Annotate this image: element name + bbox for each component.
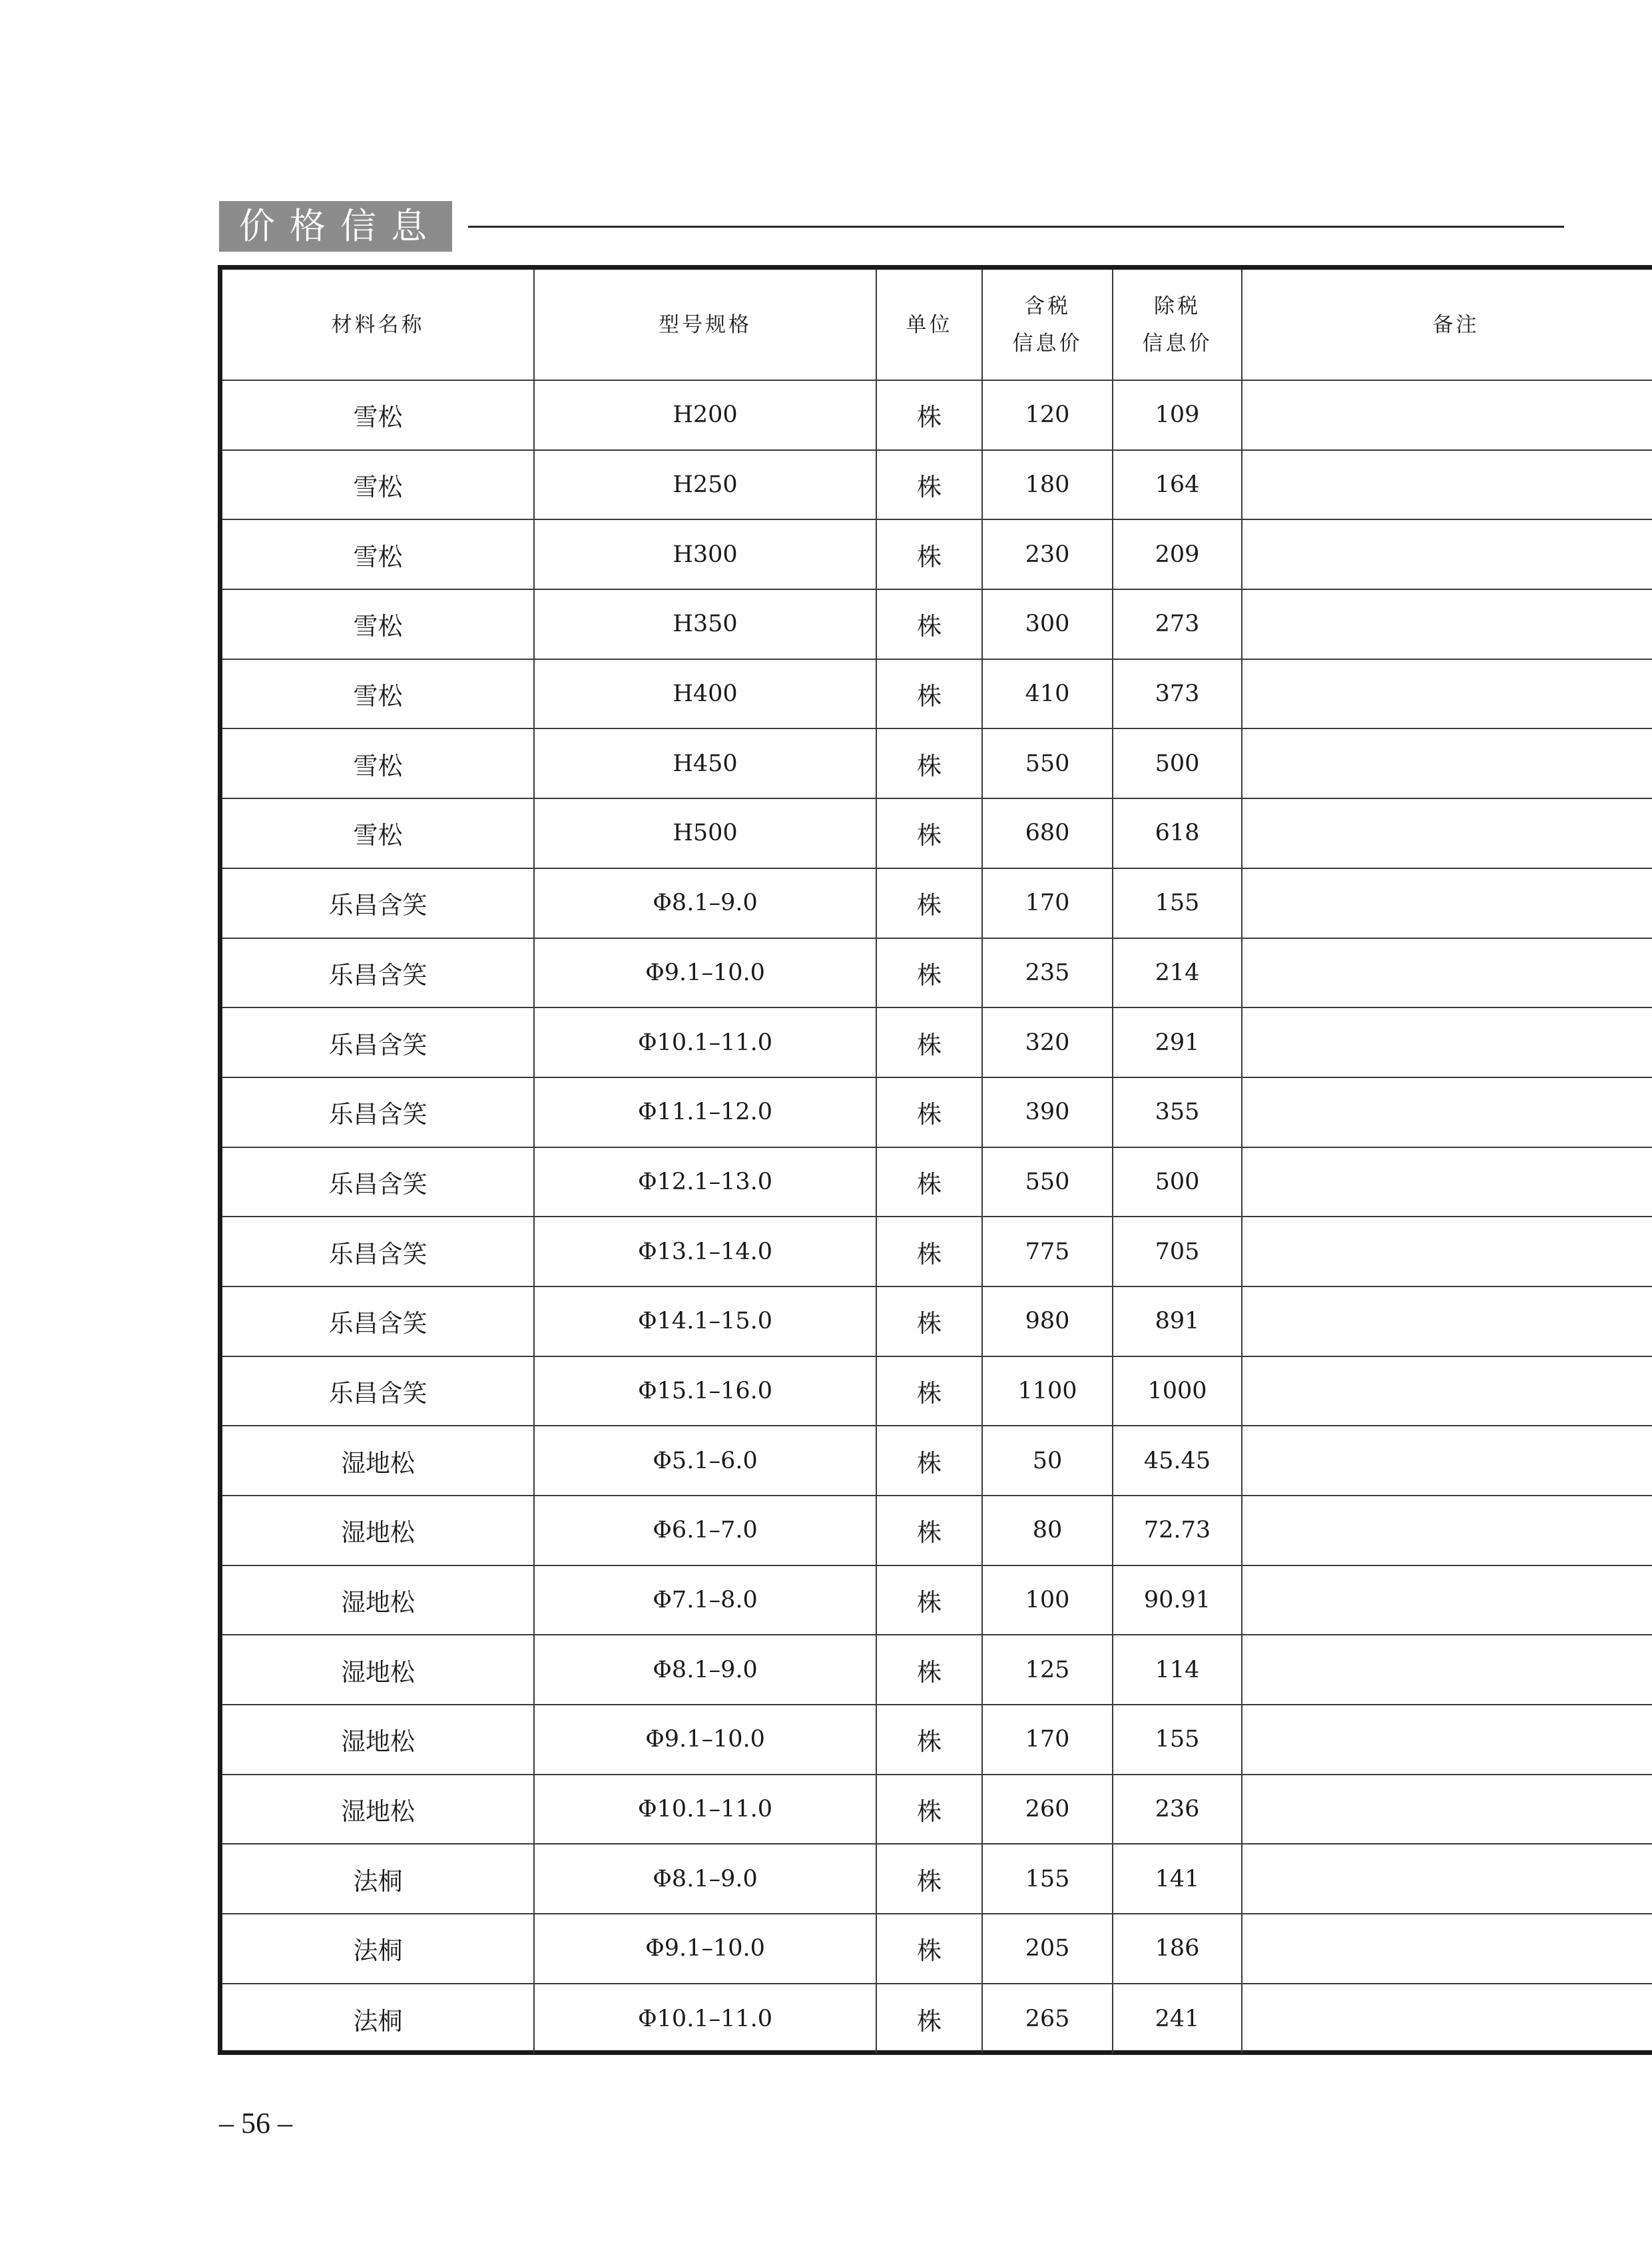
cell-tax-exclusive-price: 155	[1113, 1705, 1242, 1775]
cell-tax-inclusive-price: 235	[982, 938, 1113, 1008]
cell-note	[1242, 1844, 1652, 1914]
cell-tax-exclusive-price: 141	[1113, 1844, 1242, 1914]
table-row	[222, 1705, 1652, 1775]
cell-tax-exclusive-price: 241	[1113, 1984, 1242, 2054]
cell-note	[1242, 380, 1652, 450]
table-row	[222, 450, 1652, 520]
cell-tax-inclusive-price: 155	[982, 1844, 1113, 1914]
cell-note	[1242, 868, 1652, 938]
cell-unit: 株	[876, 1077, 982, 1147]
cell-tax-inclusive-price: 300	[982, 589, 1113, 659]
cell-material-name: 法桐	[222, 1844, 534, 1914]
cell-material-name: 乐昌含笑	[222, 1007, 534, 1077]
cell-tax-inclusive-price: 100	[982, 1565, 1113, 1635]
cell-material-name: 雪松	[222, 519, 534, 589]
cell-tax-inclusive-price: 390	[982, 1077, 1113, 1147]
cell-unit: 株	[876, 1775, 982, 1844]
header-tax-inclusive-price: 含税 信息价	[982, 270, 1113, 380]
cell-material-name: 乐昌含笑	[222, 938, 534, 1008]
cell-spec: Φ9.1–10.0	[534, 1914, 876, 1984]
cell-unit: 株	[876, 1147, 982, 1217]
cell-tax-inclusive-price: 410	[982, 659, 1113, 729]
table-row	[222, 1286, 1652, 1356]
cell-unit: 株	[876, 728, 982, 798]
cell-material-name: 湿地松	[222, 1496, 534, 1565]
cell-tax-exclusive-price: 45.45	[1113, 1426, 1242, 1496]
table-row	[222, 1775, 1652, 1844]
header-tax-exclusive-price: 除税 信息价	[1113, 270, 1242, 380]
cell-note	[1242, 1077, 1652, 1147]
cell-tax-inclusive-price: 170	[982, 1705, 1113, 1775]
cell-tax-exclusive-price: 72.73	[1113, 1496, 1242, 1565]
table-row	[222, 798, 1652, 868]
cell-material-name: 雪松	[222, 659, 534, 729]
cell-tax-inclusive-price: 680	[982, 798, 1113, 868]
cell-tax-inclusive-price: 230	[982, 519, 1113, 589]
cell-note	[1242, 1914, 1652, 1984]
cell-note	[1242, 1007, 1652, 1077]
cell-tax-inclusive-price: 125	[982, 1635, 1113, 1705]
cell-spec: H200	[534, 380, 876, 450]
table-row	[222, 1496, 1652, 1565]
cell-tax-inclusive-price: 265	[982, 1984, 1113, 2054]
cell-material-name: 湿地松	[222, 1705, 534, 1775]
cell-tax-inclusive-price: 550	[982, 728, 1113, 798]
cell-unit: 株	[876, 798, 982, 868]
table-body	[222, 380, 1652, 2054]
table-row	[222, 1844, 1652, 1914]
cell-unit: 株	[876, 1007, 982, 1077]
cell-tax-inclusive-price: 775	[982, 1217, 1113, 1286]
cell-unit: 株	[876, 1635, 982, 1705]
cell-unit: 株	[876, 1426, 982, 1496]
cell-note	[1242, 450, 1652, 520]
cell-spec: Φ9.1–10.0	[534, 938, 876, 1008]
cell-spec: Φ14.1–15.0	[534, 1286, 876, 1356]
cell-spec: Φ8.1–9.0	[534, 1635, 876, 1705]
cell-unit: 株	[876, 1705, 982, 1775]
cell-material-name: 湿地松	[222, 1635, 534, 1705]
section-title: 价格信息	[219, 201, 452, 252]
table-row	[222, 1565, 1652, 1635]
cell-tax-exclusive-price: 186	[1113, 1914, 1242, 1984]
cell-unit: 株	[876, 659, 982, 729]
cell-unit: 株	[876, 1914, 982, 1984]
cell-material-name: 雪松	[222, 450, 534, 520]
cell-spec: Φ11.1–12.0	[534, 1077, 876, 1147]
cell-spec: Φ8.1–9.0	[534, 1844, 876, 1914]
cell-tax-exclusive-price: 355	[1113, 1077, 1242, 1147]
cell-spec: Φ6.1–7.0	[534, 1496, 876, 1565]
table-row	[222, 868, 1652, 938]
cell-unit: 株	[876, 938, 982, 1008]
price-table-frame	[218, 265, 1652, 2055]
cell-tax-inclusive-price: 980	[982, 1286, 1113, 1356]
cell-material-name: 法桐	[222, 1914, 534, 1984]
table-row	[222, 1356, 1652, 1426]
cell-note	[1242, 938, 1652, 1008]
cell-note	[1242, 1775, 1652, 1844]
cell-unit: 株	[876, 1496, 982, 1565]
cell-tax-exclusive-price: 164	[1113, 450, 1242, 520]
cell-spec: Φ9.1–10.0	[534, 1705, 876, 1775]
cell-unit: 株	[876, 1286, 982, 1356]
cell-tax-inclusive-price: 205	[982, 1914, 1113, 1984]
header-unit: 单位	[876, 270, 982, 380]
cell-tax-exclusive-price: 90.91	[1113, 1565, 1242, 1635]
cell-material-name: 雪松	[222, 380, 534, 450]
cell-material-name: 雪松	[222, 589, 534, 659]
cell-note	[1242, 798, 1652, 868]
cell-note	[1242, 1984, 1652, 2054]
cell-note	[1242, 1635, 1652, 1705]
header-material-name: 材料名称	[222, 270, 534, 380]
cell-tax-exclusive-price: 891	[1113, 1286, 1242, 1356]
cell-tax-exclusive-price: 209	[1113, 519, 1242, 589]
cell-spec: Φ5.1–6.0	[534, 1426, 876, 1496]
cell-spec: H500	[534, 798, 876, 868]
cell-tax-exclusive-price: 273	[1113, 589, 1242, 659]
cell-tax-inclusive-price: 170	[982, 868, 1113, 938]
cell-material-name: 雪松	[222, 798, 534, 868]
table-row	[222, 380, 1652, 450]
cell-unit: 株	[876, 1844, 982, 1914]
cell-tax-inclusive-price: 180	[982, 450, 1113, 520]
cell-spec: Φ10.1–11.0	[534, 1775, 876, 1844]
cell-tax-exclusive-price: 114	[1113, 1635, 1242, 1705]
cell-tax-exclusive-price: 236	[1113, 1775, 1242, 1844]
table-row	[222, 1984, 1652, 2054]
cell-note	[1242, 1356, 1652, 1426]
cell-spec: H450	[534, 728, 876, 798]
cell-note	[1242, 1286, 1652, 1356]
cell-tax-exclusive-price: 618	[1113, 798, 1242, 868]
table-row	[222, 1147, 1652, 1217]
cell-note	[1242, 728, 1652, 798]
cell-note	[1242, 589, 1652, 659]
cell-tax-inclusive-price: 80	[982, 1496, 1113, 1565]
cell-material-name: 乐昌含笑	[222, 1286, 534, 1356]
cell-spec: Φ7.1–8.0	[534, 1565, 876, 1635]
header-rule	[468, 226, 1564, 228]
table-header-row	[222, 270, 1652, 380]
cell-unit: 株	[876, 380, 982, 450]
cell-unit: 株	[876, 1565, 982, 1635]
cell-spec: Φ10.1–11.0	[534, 1984, 876, 2054]
cell-tax-exclusive-price: 705	[1113, 1217, 1242, 1286]
page-number: – 56 –	[219, 2107, 292, 2139]
cell-unit: 株	[876, 1217, 982, 1286]
cell-spec: Φ8.1–9.0	[534, 868, 876, 938]
cell-unit: 株	[876, 1984, 982, 2054]
table-row	[222, 1007, 1652, 1077]
cell-material-name: 雪松	[222, 728, 534, 798]
cell-spec: H350	[534, 589, 876, 659]
cell-material-name: 乐昌含笑	[222, 1147, 534, 1217]
table-row	[222, 659, 1652, 729]
cell-tax-exclusive-price: 109	[1113, 380, 1242, 450]
cell-note	[1242, 1147, 1652, 1217]
cell-tax-inclusive-price: 320	[982, 1007, 1113, 1077]
cell-tax-exclusive-price: 373	[1113, 659, 1242, 729]
cell-unit: 株	[876, 450, 982, 520]
header-note: 备注	[1242, 270, 1652, 380]
cell-material-name: 乐昌含笑	[222, 1077, 534, 1147]
table-row	[222, 728, 1652, 798]
cell-tax-exclusive-price: 500	[1113, 728, 1242, 798]
table-row	[222, 1635, 1652, 1705]
table-row	[222, 1914, 1652, 1984]
cell-note	[1242, 1705, 1652, 1775]
cell-note	[1242, 519, 1652, 589]
cell-spec: Φ13.1–14.0	[534, 1217, 876, 1286]
cell-unit: 株	[876, 519, 982, 589]
price-table	[222, 270, 1652, 2054]
table-row	[222, 1426, 1652, 1496]
cell-tax-exclusive-price: 500	[1113, 1147, 1242, 1217]
table-row	[222, 938, 1652, 1008]
cell-spec: H400	[534, 659, 876, 729]
cell-material-name: 湿地松	[222, 1775, 534, 1844]
cell-note	[1242, 1426, 1652, 1496]
cell-unit: 株	[876, 868, 982, 938]
cell-tax-inclusive-price: 260	[982, 1775, 1113, 1844]
cell-spec: H300	[534, 519, 876, 589]
table-row	[222, 589, 1652, 659]
cell-unit: 株	[876, 589, 982, 659]
cell-tax-exclusive-price: 291	[1113, 1007, 1242, 1077]
cell-tax-exclusive-price: 214	[1113, 938, 1242, 1008]
cell-spec: Φ15.1–16.0	[534, 1356, 876, 1426]
section-header	[219, 201, 1564, 252]
cell-material-name: 湿地松	[222, 1565, 534, 1635]
cell-material-name: 湿地松	[222, 1426, 534, 1496]
cell-note	[1242, 659, 1652, 729]
table-row	[222, 1077, 1652, 1147]
header-spec: 型号规格	[534, 270, 876, 380]
cell-note	[1242, 1565, 1652, 1635]
cell-material-name: 乐昌含笑	[222, 1356, 534, 1426]
cell-material-name: 法桐	[222, 1984, 534, 2054]
cell-tax-inclusive-price: 120	[982, 380, 1113, 450]
cell-tax-inclusive-price: 1100	[982, 1356, 1113, 1426]
cell-spec: H250	[534, 450, 876, 520]
cell-material-name: 乐昌含笑	[222, 868, 534, 938]
table-row	[222, 519, 1652, 589]
cell-spec: Φ12.1–13.0	[534, 1147, 876, 1217]
cell-tax-exclusive-price: 1000	[1113, 1356, 1242, 1426]
cell-tax-inclusive-price: 550	[982, 1147, 1113, 1217]
cell-spec: Φ10.1–11.0	[534, 1007, 876, 1077]
cell-material-name: 乐昌含笑	[222, 1217, 534, 1286]
cell-tax-exclusive-price: 155	[1113, 868, 1242, 938]
cell-tax-inclusive-price: 50	[982, 1426, 1113, 1496]
cell-note	[1242, 1496, 1652, 1565]
cell-unit: 株	[876, 1356, 982, 1426]
table-row	[222, 1217, 1652, 1286]
cell-note	[1242, 1217, 1652, 1286]
